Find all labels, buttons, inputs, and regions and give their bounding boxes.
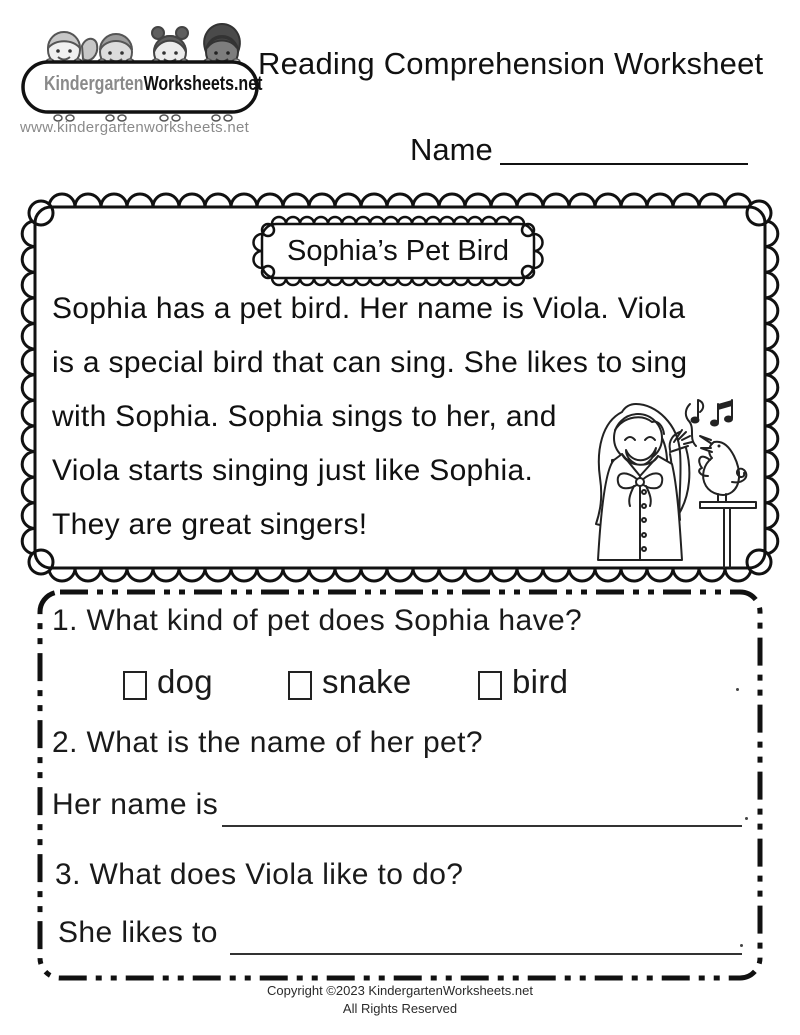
checkbox-dog[interactable]: [123, 671, 147, 700]
question-3-text: 3. What does Viola like to do?: [55, 858, 464, 891]
question-2-blank-line[interactable]: [222, 825, 742, 827]
story-line-1: Sophia has a pet bird. Her name is Viola. Viola: [52, 292, 686, 325]
question-1-text: 1. What kind of pet does Sophia have?: [52, 604, 583, 637]
question-3-answer-prefix: She likes to: [58, 916, 218, 949]
checkbox-snake[interactable]: [288, 671, 312, 700]
choice-snake[interactable]: [288, 663, 412, 701]
question-3-blank-line[interactable]: [230, 953, 742, 955]
logo-url: www.kindergartenworksheets.net: [20, 119, 250, 136]
story-line-3: with Sophia. Sophia sings to her, and: [52, 400, 557, 433]
choice-bird[interactable]: [478, 663, 568, 701]
checkbox-bird[interactable]: [478, 671, 502, 700]
choice-dog-label: dog: [157, 663, 213, 700]
question-2-text: 2. What is the name of her pet?: [52, 726, 483, 759]
question-2-answer-prefix: Her name is: [52, 788, 219, 821]
footer-rights: All Rights Reserved: [342, 1001, 458, 1016]
story-line-4: Viola starts singing just like Sophia.: [52, 454, 534, 487]
choice-bird-label: bird: [512, 663, 569, 700]
choice-snake-label: snake: [322, 663, 412, 700]
logo-wordmark-kindergarten: Kindergarten: [44, 73, 144, 95]
period-mark: [740, 944, 743, 947]
story-title: Sophia’s Pet Bird: [287, 235, 509, 267]
name-blank-line[interactable]: [500, 163, 748, 165]
choice-dog[interactable]: [123, 663, 213, 701]
page-title: Reading Comprehension Worksheet: [258, 46, 764, 81]
name-label: Name: [410, 132, 493, 167]
logo-wordmark-worksheets: Worksheets.net: [143, 73, 263, 95]
story-line-2: is a special bird that can sing. She likes to sing: [52, 346, 688, 379]
period-mark: [745, 817, 748, 820]
period-mark: [736, 688, 739, 691]
girl-and-singing-bird-illustration: [578, 390, 768, 568]
story-line-5: They are great singers!: [52, 508, 368, 541]
logo-wordmark: [44, 73, 263, 96]
footer-copyright: Copyright ©2023 KindergartenWorksheets.net: [267, 983, 533, 998]
